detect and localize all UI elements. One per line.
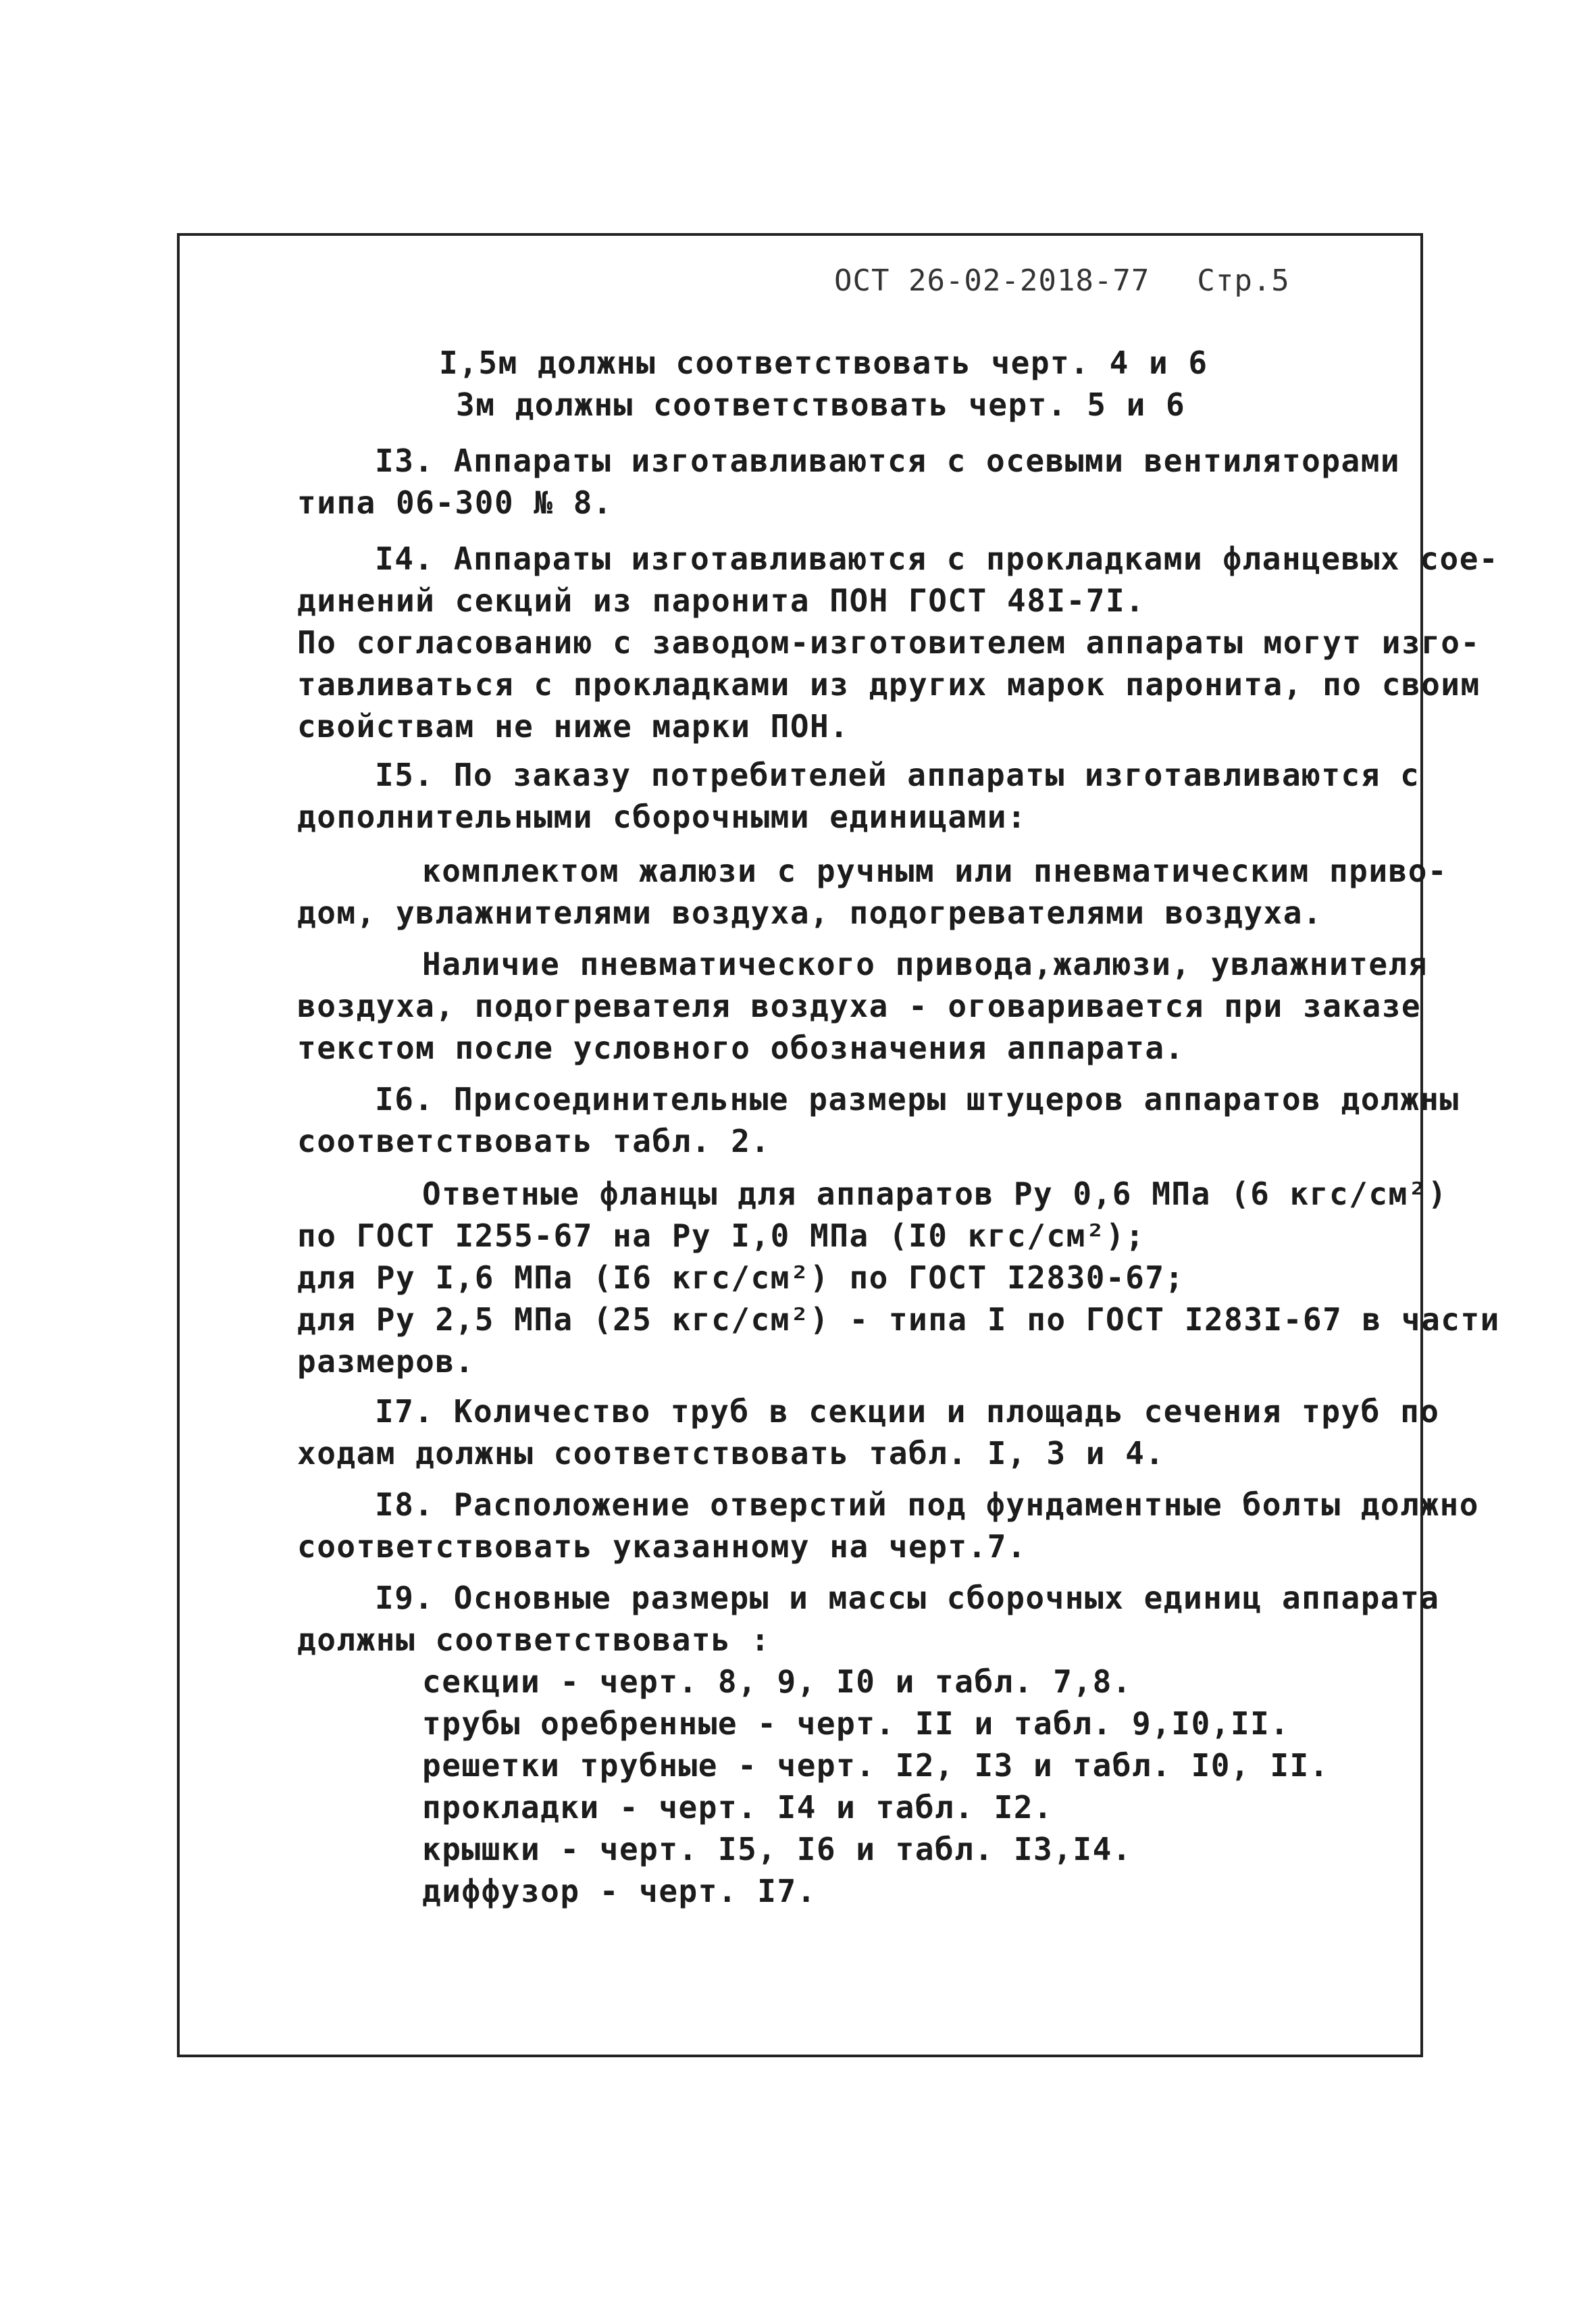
text-line: I3. Аппараты изготавливаются с осевыми вентиляторами (375, 443, 1401, 479)
text-line: тавливаться с прокладками из других марок паронита, по своим (297, 666, 1481, 703)
text-line: дополнительными сборочными единицами: (297, 799, 1027, 835)
text-line: I,5м должны соответствовать черт. 4 и 6 (439, 345, 1208, 381)
text-line: динений секций из паронита ПОН ГОСТ 48I-7I. (297, 582, 1145, 619)
text-line: Наличие пневматического привода,жалюзи, увлажнителя (422, 946, 1428, 982)
text-line: для Ру I,6 МПа (I6 кгс/см²) по ГОСТ I2830-67; (297, 1259, 1185, 1296)
text-line: для Ру 2,5 МПа (25 кгс/см²) - типа I по ГОСТ I283I-67 в части (297, 1301, 1500, 1338)
text-line: I9. Основные размеры и массы сборочных единиц аппарата (375, 1580, 1440, 1616)
text-line: соответствовать указанному на черт.7. (297, 1528, 1027, 1565)
text-line: дом, увлажнителями воздуха, подогревателями воздуха. (297, 895, 1323, 931)
page-number: Стр.5 (1197, 263, 1290, 298)
text-line: крышки - черт. I5, I6 и табл. I3,I4. (422, 1831, 1132, 1867)
text-line: ходам должны соответствовать табл. I, 3 и 4. (297, 1435, 1165, 1472)
text-line: типа 06-300 № 8. (297, 484, 613, 521)
text-line: воздуха, подогревателя воздуха - оговаривается при заказе (297, 988, 1422, 1024)
text-line: трубы оребренные - черт. II и табл. 9,I0,II. (422, 1705, 1290, 1742)
text-line: I7. Количество труб в секции и площадь сечения труб по (375, 1393, 1440, 1430)
text-line: По согласованию с заводом-изготовителем аппараты могут изго- (297, 624, 1481, 661)
text-line: комплектом жалюзи с ручным или пневматическим приво- (422, 853, 1448, 889)
text-line: размеров. (297, 1343, 475, 1380)
text-line: прокладки - черт. I4 и табл. I2. (422, 1789, 1054, 1826)
text-line: секции - черт. 8, 9, I0 и табл. 7,8. (422, 1663, 1132, 1700)
text-line: свойствам не ниже марки ПОН. (297, 708, 850, 745)
text-line: I5. По заказу потребителей аппараты изготавливаются с (375, 757, 1420, 793)
page-header (834, 263, 1290, 298)
text-line: текстом после условного обозначения аппарата. (297, 1030, 1185, 1066)
text-line: I6. Присоединительные размеры штуцеров аппаратов должны (375, 1081, 1460, 1117)
text-line: I8. Расположение отверстий под фундаментные болты должно (375, 1486, 1479, 1523)
text-line: должны соответствовать : (297, 1621, 771, 1658)
text-line: 3м должны соответствовать черт. 5 и 6 (456, 386, 1186, 423)
doc-code: ОСТ 26-02-2018-77 (834, 263, 1150, 298)
text-line: Ответные фланцы для аппаратов Ру 0,6 МПа (6 кгс/см²) (422, 1176, 1448, 1212)
text-line: по ГОСТ I255-67 на Ру I,0 МПа (I0 кгс/см²); (297, 1217, 1145, 1254)
text-line: диффузор - черт. I7. (422, 1873, 817, 1909)
text-line: соответствовать табл. 2. (297, 1123, 771, 1159)
text-line: I4. Аппараты изготавливаются с прокладками фланцевых сое- (375, 540, 1499, 577)
text-line: решетки трубные - черт. I2, I3 и табл. I0, II. (422, 1747, 1329, 1784)
